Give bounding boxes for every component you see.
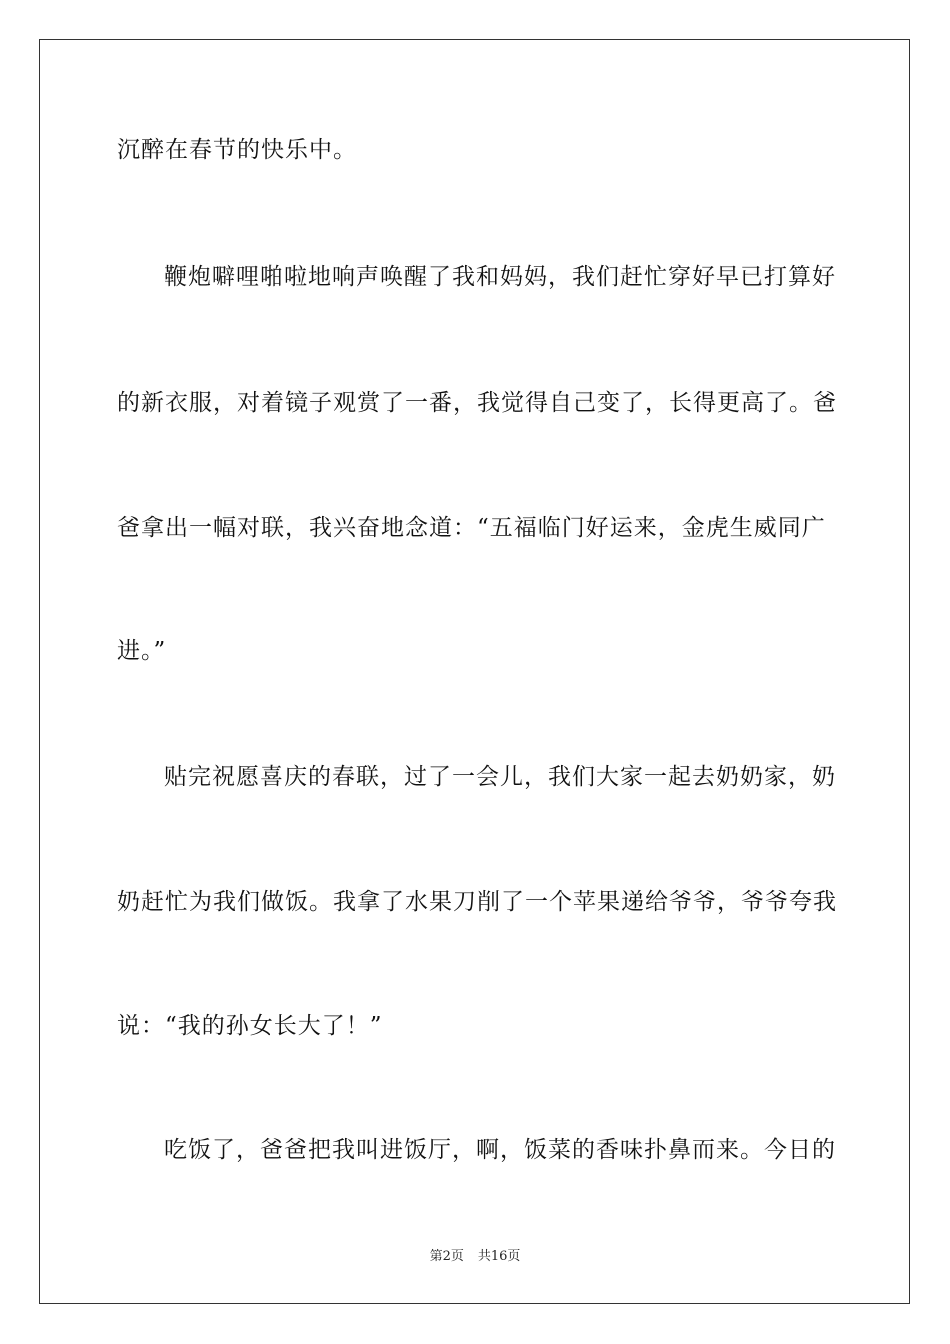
text-line: 的新衣服，对着镜子观赏了一番，我觉得自己变了，长得更高了。爸 [117,390,837,416]
page-number: 第2页 [429,1249,464,1264]
text-line: 奶赶忙为我们做饭。我拿了水果刀削了一个苹果递给爷爷，爷爷夸我 [117,889,837,915]
paragraph-first-line: 吃饭了，爸爸把我叫进饭厅，啊，饭菜的香味扑鼻而来。今日的 [164,1137,836,1163]
page-footer [0,1248,950,1266]
text-line: 说：“我的孙女长大了！” [117,1013,383,1039]
text-line: 爸拿出一幅对联，我兴奋地念道：“五福临门好运来，金虎生威同广 [117,515,826,541]
page-border [39,39,910,1304]
paragraph-first-line: 鞭炮噼哩啪啦地响声唤醒了我和妈妈，我们赶忙穿好早已打算好 [164,264,836,290]
text-line: 沉醉在春节的快乐中。 [117,137,357,163]
total-pages: 共16页 [477,1249,521,1264]
text-line: 进。” [117,638,167,664]
paragraph-first-line: 贴完祝愿喜庆的春联，过了一会儿，我们大家一起去奶奶家，奶 [164,764,836,790]
